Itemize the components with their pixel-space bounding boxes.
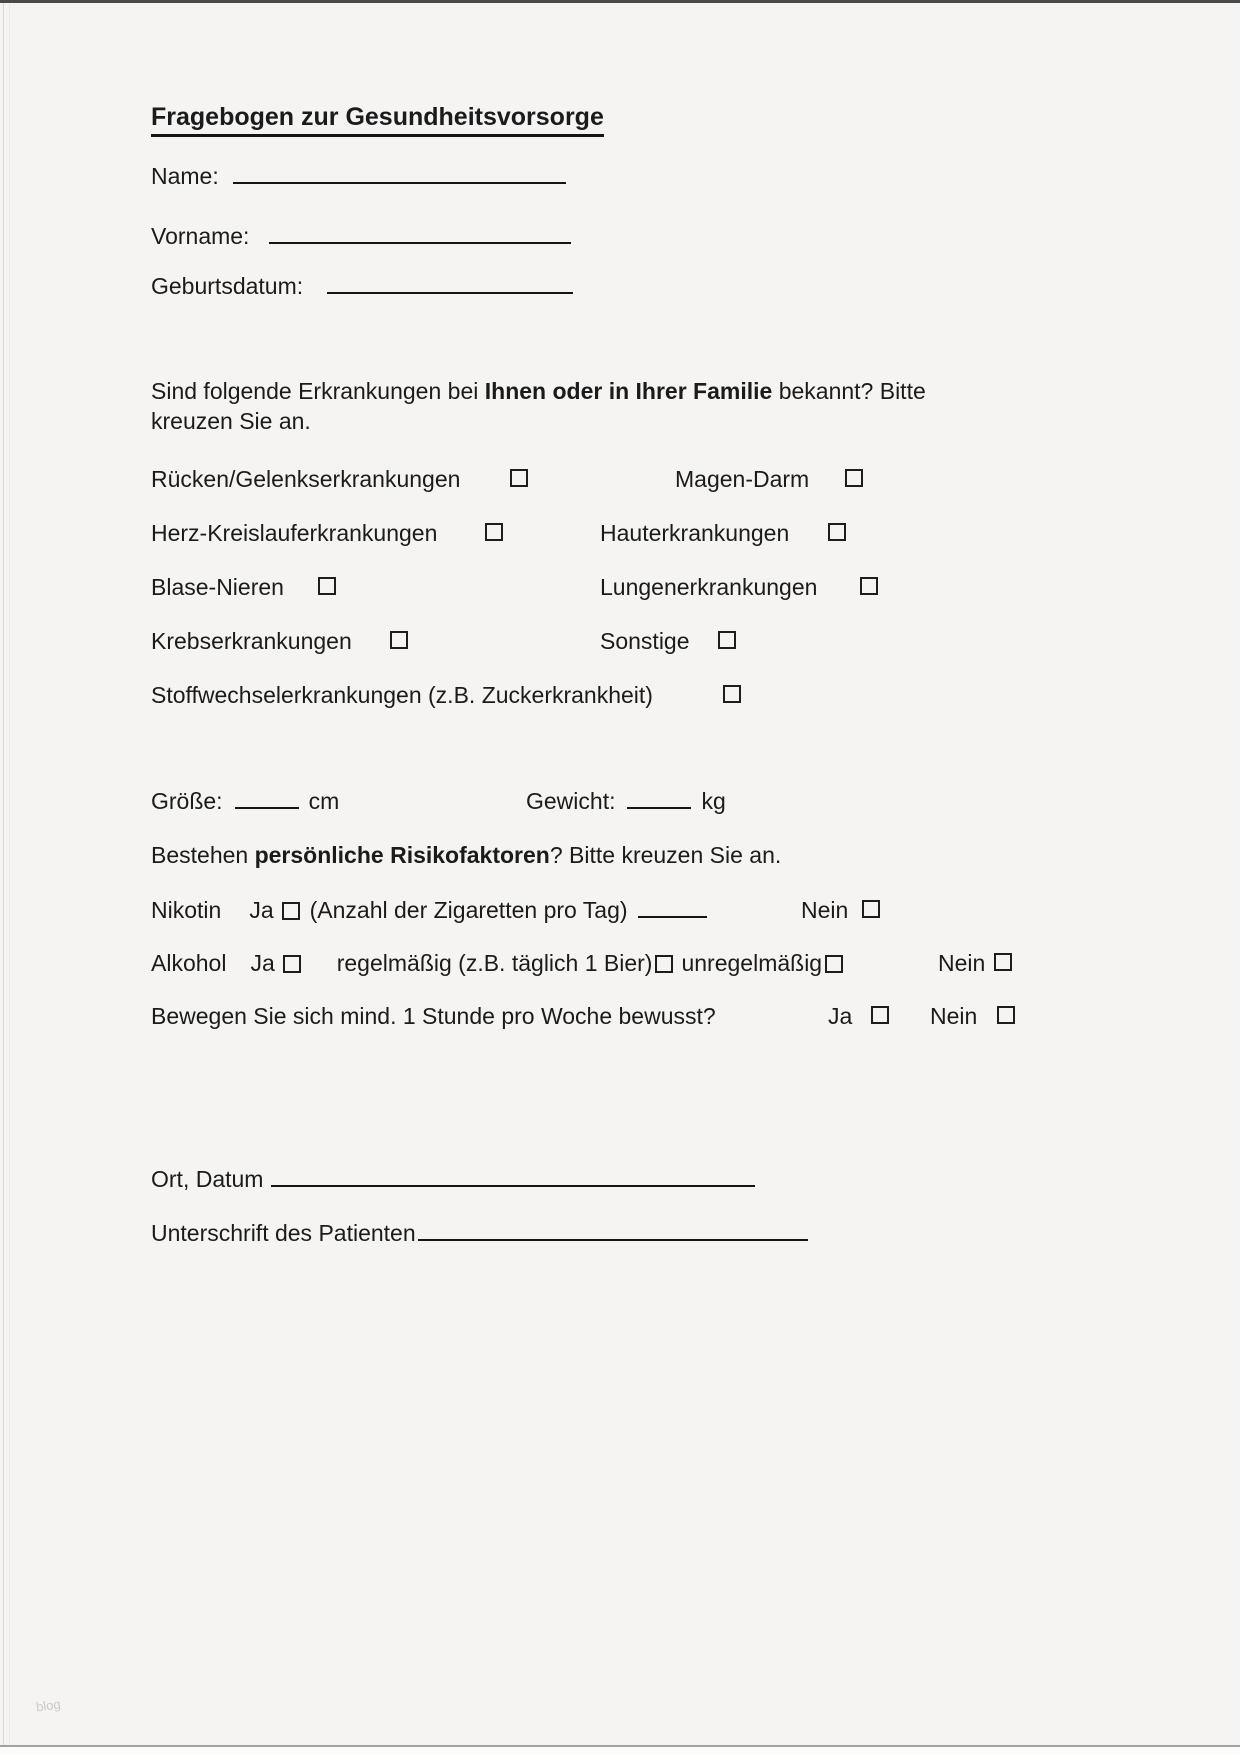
geburtsdatum-label: Geburtsdatum: bbox=[151, 273, 304, 299]
checkbox-ruecken[interactable] bbox=[510, 469, 528, 487]
watermark: blog bbox=[35, 1696, 62, 1715]
checkbox-magen-darm[interactable] bbox=[845, 469, 863, 487]
checkbox-haut[interactable] bbox=[828, 523, 846, 541]
scan-bottom-strip bbox=[0, 1747, 1240, 1754]
diseases-intro-bold: Ihnen oder in Ihrer Familie bbox=[484, 378, 773, 404]
gewicht-unit: kg bbox=[701, 788, 726, 814]
nikotin-nein-label: Nein bbox=[801, 897, 849, 923]
unterschrift-row bbox=[151, 1218, 808, 1248]
groesse-label: Größe: bbox=[151, 788, 223, 814]
ruecken-label: Rücken/Gelenkserkrankungen bbox=[151, 466, 461, 492]
nikotin-row bbox=[151, 895, 849, 925]
bewegung-nein-label: Nein bbox=[930, 1003, 978, 1029]
checkbox-lungen[interactable] bbox=[860, 577, 878, 595]
scan-left-edge-inner bbox=[9, 3, 10, 1745]
checkbox-herz-kreislauf[interactable] bbox=[485, 523, 503, 541]
checkbox-nikotin-ja[interactable] bbox=[282, 902, 300, 920]
checkbox-alkohol-regelmaessig[interactable] bbox=[655, 955, 673, 973]
groesse-field[interactable] bbox=[235, 787, 299, 809]
krebs-label: Krebserkrankungen bbox=[151, 628, 352, 654]
disease-row-ruecken-magen bbox=[151, 464, 810, 494]
scan-left-edge bbox=[3, 3, 4, 1745]
form-title: Fragebogen zur Gesundheitsvorsorge bbox=[151, 101, 604, 137]
measurements-row bbox=[151, 786, 726, 816]
gewicht-field[interactable] bbox=[627, 787, 691, 809]
unterschrift-field[interactable] bbox=[418, 1219, 808, 1241]
diseases-intro bbox=[151, 376, 926, 436]
checkbox-krebs[interactable] bbox=[390, 631, 408, 649]
name-row bbox=[151, 161, 566, 191]
bewegung-ja-label: Ja bbox=[828, 1003, 853, 1029]
disease-row-herz-haut bbox=[151, 518, 790, 548]
alkohol-ja-label: Ja bbox=[250, 950, 275, 976]
disease-row-stoffwechsel bbox=[151, 680, 653, 710]
alkohol-regelmaessig-label: regelmäßig (z.B. täglich 1 Bier) bbox=[336, 950, 653, 976]
diseases-intro-line2-text: kreuzen Sie an. bbox=[151, 408, 311, 434]
checkbox-nikotin-nein[interactable] bbox=[862, 900, 880, 918]
checkbox-bewegung-ja[interactable] bbox=[871, 1006, 889, 1024]
herz-label: Herz-Kreislauferkrankungen bbox=[151, 520, 438, 546]
nikotin-label: Nikotin bbox=[151, 897, 222, 923]
scan-top-edge bbox=[0, 0, 1240, 3]
risk-intro-suffix: ? Bitte kreuzen Sie an. bbox=[549, 842, 782, 868]
sonstige-label: Sonstige bbox=[600, 628, 690, 654]
haut-label: Hauterkrankungen bbox=[600, 520, 790, 546]
risk-intro-prefix: Bestehen bbox=[151, 842, 255, 868]
ort-datum-row bbox=[151, 1164, 755, 1194]
checkbox-blase-nieren[interactable] bbox=[318, 577, 336, 595]
geburtsdatum-field[interactable] bbox=[327, 272, 573, 294]
alkohol-unregelmaessig-label: unregelmäßig bbox=[681, 950, 823, 976]
ort-datum-label: Ort, Datum bbox=[151, 1166, 264, 1192]
nikotin-detail: (Anzahl der Zigaretten pro Tag) bbox=[309, 897, 628, 923]
lungen-label: Lungenerkrankungen bbox=[600, 574, 818, 600]
name-label: Name: bbox=[151, 163, 219, 189]
magen-darm-label: Magen-Darm bbox=[675, 466, 810, 492]
risk-intro bbox=[151, 840, 781, 870]
bewegung-row bbox=[151, 1001, 978, 1031]
unterschrift-label: Unterschrift des Patienten bbox=[151, 1220, 416, 1246]
vorname-row bbox=[151, 221, 571, 251]
nikotin-ja-label: Ja bbox=[249, 897, 274, 923]
ort-datum-field[interactable] bbox=[271, 1165, 755, 1187]
checkbox-stoffwechsel[interactable] bbox=[723, 685, 741, 703]
alkohol-nein-label: Nein bbox=[938, 950, 986, 976]
geburtsdatum-row bbox=[151, 271, 573, 301]
diseases-intro-suffix: bekannt? Bitte bbox=[772, 378, 926, 404]
blase-label: Blase-Nieren bbox=[151, 574, 284, 600]
stoffwechsel-label: Stoffwechselerkrankungen (z.B. Zuckerkrankheit) bbox=[151, 682, 653, 708]
groesse-unit: cm bbox=[308, 788, 340, 814]
disease-row-blase-lungen bbox=[151, 572, 818, 602]
diseases-intro-line2 bbox=[151, 406, 926, 436]
disease-row-krebs-sonstige bbox=[151, 626, 690, 656]
risk-intro-bold: persönliche Risikofaktoren bbox=[254, 842, 550, 868]
checkbox-sonstige[interactable] bbox=[718, 631, 736, 649]
diseases-intro-line1 bbox=[151, 376, 926, 406]
bewegung-question: Bewegen Sie sich mind. 1 Stunde pro Woche bewusst? bbox=[151, 1003, 716, 1029]
checkbox-bewegung-nein[interactable] bbox=[997, 1006, 1015, 1024]
vorname-label: Vorname: bbox=[151, 223, 250, 249]
alkohol-label: Alkohol bbox=[151, 950, 227, 976]
checkbox-alkohol-ja[interactable] bbox=[283, 955, 301, 973]
name-field[interactable] bbox=[233, 162, 566, 184]
diseases-intro-prefix: Sind folgende Erkrankungen bei bbox=[151, 378, 485, 404]
gewicht-group bbox=[526, 786, 726, 816]
vorname-field[interactable] bbox=[269, 222, 571, 244]
alkohol-row bbox=[151, 948, 986, 978]
checkbox-alkohol-unregelmaessig[interactable] bbox=[825, 955, 843, 973]
checkbox-alkohol-nein[interactable] bbox=[994, 953, 1012, 971]
zigaretten-field[interactable] bbox=[638, 896, 707, 918]
gewicht-label: Gewicht: bbox=[526, 788, 616, 814]
